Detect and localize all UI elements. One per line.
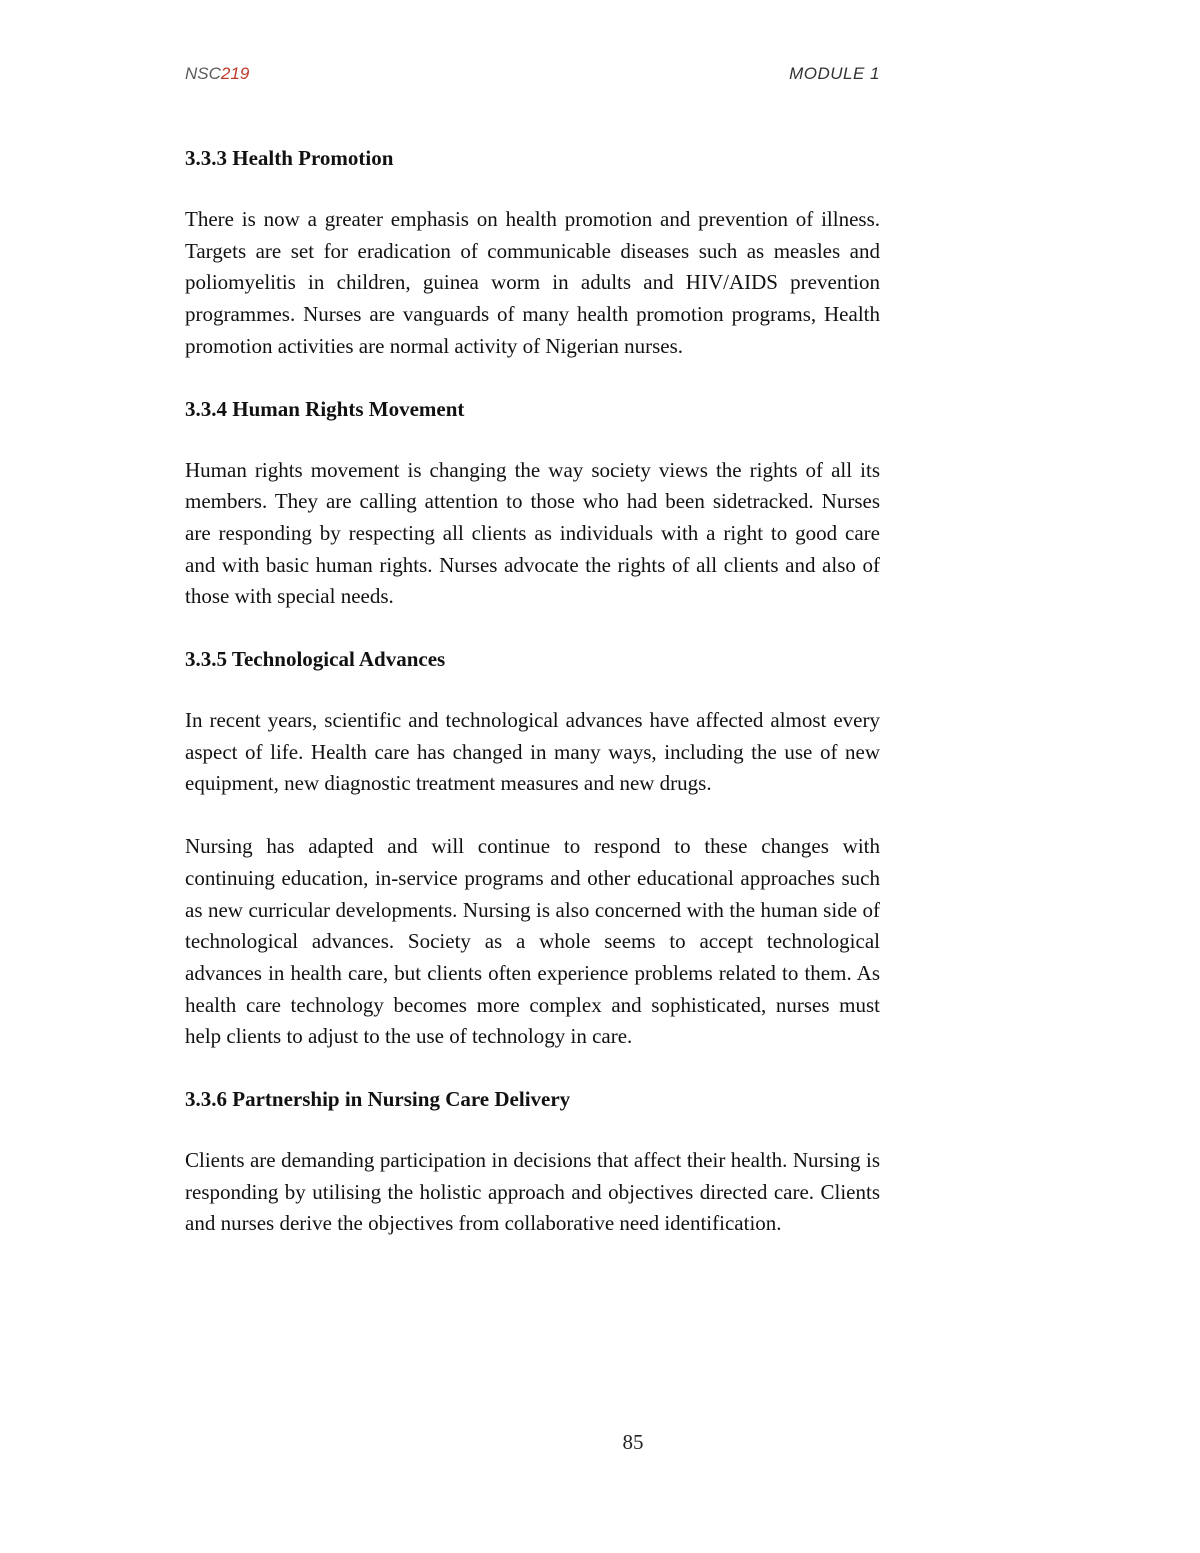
section-human-rights-movement <box>185 394 880 614</box>
section-heading: 3.3.4 Human Rights Movement <box>185 396 465 421</box>
course-code-number: 219 <box>220 64 250 83</box>
section-partnership-in-nursing-care <box>185 1084 880 1240</box>
section-heading: 3.3.6 Partnership in Nursing Care Delivery <box>185 1087 571 1112</box>
page-header <box>185 64 880 90</box>
course-code <box>185 64 249 84</box>
paragraph: There is now a greater emphasis on health promotion and prevention of illness. Targets are set for eradication of communicable diseases such as measles and poliomyelitis in children, guinea worm in adults and HIV/AIDS prevention programmes. Nurses are vanguards of many health promotion programs, Health promotion activities are normal activity of Nigerian nurses. <box>185 207 880 358</box>
section-health-promotion <box>185 143 880 363</box>
paragraph: Clients are demanding participation in decisions that affect their health. Nursing is responding by utilising the holistic approach and objectives directed care. Clients and nurses derive the objectives from collaborative need identification. <box>185 1148 880 1236</box>
paragraph: Human rights movement is changing the way society views the rights of all its members. They are calling attention to those who had been sidetracked. Nurses are responding by respecting all clients as individuals with a right to good care and with basic human rights. Nurses advocate the rights of all clients and also of those with special needs. <box>185 457 880 609</box>
page-number: 85 <box>622 1430 644 1454</box>
page-body <box>185 143 880 1271</box>
course-code-prefix: NSC <box>185 64 221 83</box>
section-heading: 3.3.3 Health Promotion <box>185 146 394 170</box>
module-label: MODULE 1 <box>789 64 880 83</box>
section-technological-advances <box>185 644 880 1053</box>
paragraph: In recent years, scientific and technological advances have affected almost every aspect of life. Health care has changed in many ways, including the use of new equipment, new diagnostic treatment measures and new drugs. <box>185 708 880 796</box>
paragraph: Nursing has adapted and will continue to respond to these changes with continuing education, in-service programs and other educational approaches such as new curricular developments. Nursing is also concerned with the human side of technological advances. Society as a whole seems to accept technological advances in health care, but clients often experience problems related to them. As health care technology becomes more complex and sophisticated, nurses must help clients to adjust to the use of technology in care. <box>185 834 880 1049</box>
section-heading: 3.3.5 Technological Advances <box>185 647 446 672</box>
